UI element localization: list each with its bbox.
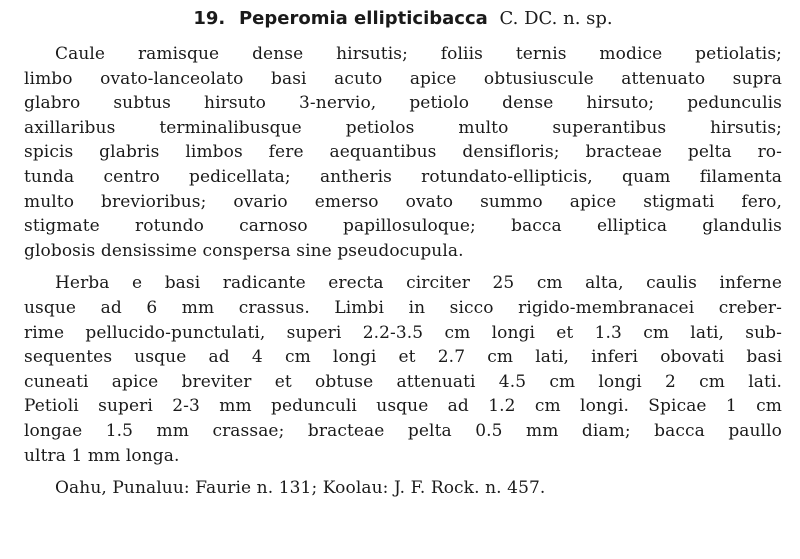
text-line: ultra 1 mm longa.: [24, 445, 180, 466]
text-line: usque ad 6 mm crassus. Limbi in sicco rigido-membranacei creber-: [24, 297, 782, 318]
text-line: longae 1.5 mm crassae; bracteae pelta 0.5 mm diam; bacca paullo: [24, 420, 782, 441]
text-line: globosis densissime conspersa sine pseudocupula.: [24, 240, 464, 261]
text-line: stigmate rotundo carnoso papillosuloque; bacca elliptica glandulis: [24, 216, 782, 237]
text-line: Oahu, Punaluu: Faurie n. 131; Koolau: J. F. Rock. n. 457.: [55, 478, 546, 499]
species-heading: [24, 6, 782, 32]
species-name: Peperomia ellipticibacca: [238, 8, 488, 29]
species-number: 19.: [193, 8, 226, 29]
text-line: limbo ovato-lanceolato basi acuto apice obtusiuscule attenuato supra: [24, 68, 782, 89]
species-author: C. DC. n. sp.: [499, 8, 613, 29]
text-line: Herba e basi radicante erecta circiter 25 cm alta, caulis inferne: [55, 273, 782, 294]
text-line: glabro subtus hirsuto 3-nervio, petiolo dense hirsuto; pedunculis: [24, 93, 782, 114]
measurements-paragraph: [24, 271, 782, 468]
locality-paragraph: [24, 476, 782, 501]
description-paragraph: [24, 42, 782, 263]
text-line: Caule ramisque dense hirsutis; foliis ternis modice petiolatis;: [55, 44, 782, 64]
document-page: [24, 6, 782, 509]
text-line: tunda centro pedicellata; antheris rotundato-ellipticis, quam filamenta: [24, 166, 782, 187]
text-line: axillaribus terminalibusque petiolos multo superantibus hirsutis;: [24, 117, 782, 138]
text-line: multo brevioribus; ovario emerso ovato summo apice stigmati fero,: [24, 191, 782, 212]
text-line: sequentes usque ad 4 cm longi et 2.7 cm lati, inferi obovati basi: [24, 347, 782, 368]
text-line: spicis glabris limbos fere aequantibus densifloris; bracteae pelta ro-: [24, 142, 782, 163]
text-line: rime pellucido-punctulati, superi 2.2-3.5 cm longi et 1.3 cm lati, sub-: [24, 322, 782, 343]
text-line: Petioli superi 2-3 mm pedunculi usque ad 1.2 cm longi. Spicae 1 cm: [24, 396, 782, 417]
text-line: cuneati apice breviter et obtuse attenuati 4.5 cm longi 2 cm lati.: [24, 371, 782, 392]
